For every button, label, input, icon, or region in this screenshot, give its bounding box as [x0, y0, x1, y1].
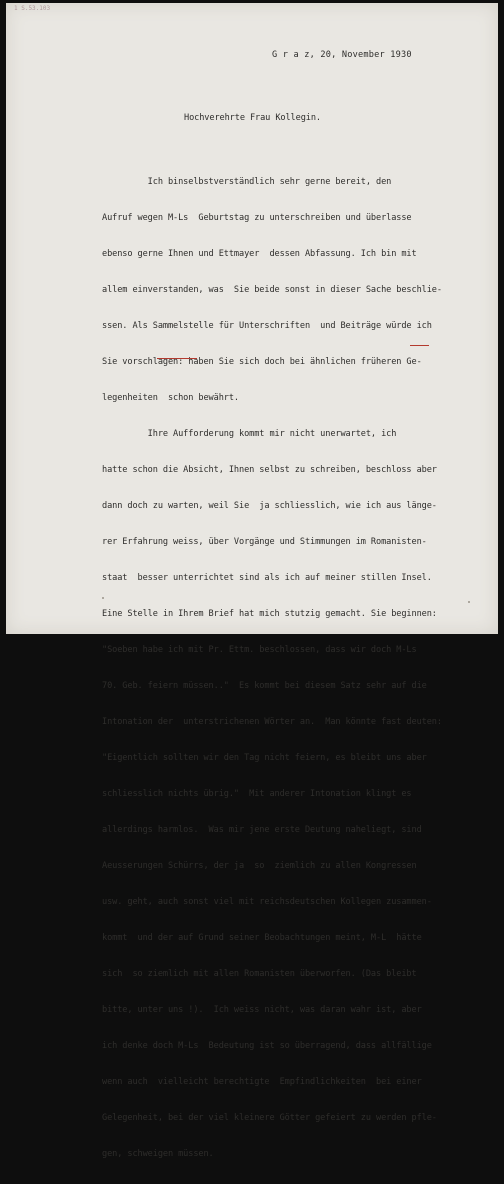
body-line: schliesslich nichts übrig." Mit anderer Intonation klingt es: [102, 789, 412, 799]
body-line: staat besser unterrichtet sind als ich auf meiner stillen Insel.: [102, 573, 432, 583]
body-line: Gelegenheit, bei der viel kleinere Götter gefeiert zu werden pfle-: [102, 1113, 437, 1123]
salutation: Hochverehrte Frau Kollegin.: [184, 113, 321, 123]
body-line: ebenso gerne Ihnen und Ettmayer dessen Abfassung. Ich bin mit: [102, 249, 417, 259]
body-line: bitte, unter uns !). Ich weiss nicht, was daran wahr ist, aber: [102, 1005, 422, 1015]
body-line: ich denke doch M-Ls Bedeutung ist so überragend, dass allfällige: [102, 1041, 432, 1051]
body-line: hatte schon die Absicht, Ihnen selbst zu schreiben, beschloss aber: [102, 465, 437, 475]
body-line: gen, schweigen müssen.: [102, 1149, 214, 1159]
body-line: Ihre Aufforderung kommt mir nicht unerwartet, ich: [102, 429, 397, 439]
body-line: 70. Geb. feiern müssen.." Es kommt bei diesem Satz sehr auf die: [102, 681, 427, 691]
paper-speck: [102, 597, 104, 599]
paper-speck: [468, 601, 470, 603]
body-line: dann doch zu warten, weil Sie ja schliesslich, wie ich aus länge-: [102, 501, 437, 511]
body-line: ssen. Als Sammelstelle für Unterschriften und Beiträge würde ich: [102, 321, 432, 331]
body-line: "Soeben habe ich mit Pr. Ettm. beschlossen, dass wir doch M-Ls: [102, 645, 417, 655]
letter-page: [6, 3, 498, 1159]
body-line: legenheiten schon bewährt.: [102, 393, 239, 403]
letter-body: [102, 152, 442, 1184]
red-underline-muessen: [157, 358, 197, 359]
dateline: G r a z, 20, November 1930: [272, 50, 412, 60]
body-line: wenn auch vielleicht berechtigte Empfindlichkeiten bei einer: [102, 1077, 422, 1087]
body-line: rer Erfahrung weiss, über Vorgänge und Stimmungen im Romanisten-: [102, 537, 427, 547]
body-line: Ich binselbstverständlich sehr gerne bereit, den: [102, 177, 392, 187]
body-line: sich so ziemlich mit allen Romanisten überworfen. (Das bleibt: [102, 969, 417, 979]
body-line: allerdings harmlos. Was mir jene erste Deutung naheliegt, sind: [102, 825, 422, 835]
red-underline-doch: [410, 345, 429, 346]
body-line: Eine Stelle in Ihrem Brief hat mich stutzig gemacht. Sie beginnen:: [102, 609, 437, 619]
archive-reference: 1 S.53.103: [14, 5, 51, 12]
body-line: kommt und der auf Grund seiner Beobachtungen meint, M-L hätte: [102, 933, 422, 943]
body-line: Aufruf wegen M-Ls Geburtstag zu unterschreiben und überlasse: [102, 213, 412, 223]
body-line: "Eigentlich sollten wir den Tag nicht feiern, es bleibt uns aber: [102, 753, 427, 763]
body-line: allem einverstanden, was Sie beide sonst in dieser Sache beschlie-: [102, 285, 442, 295]
body-line: Intonation der unterstrichenen Wörter an. Man könnte fast deuten:: [102, 717, 442, 727]
body-line: usw. geht, auch sonst viel mit reichsdeutschen Kollegen zusammen-: [102, 897, 432, 907]
body-line: Aeusserungen Schürrs, der ja so ziemlich zu allen Kongressen: [102, 861, 417, 871]
body-line: Sie vorschlagen: haben Sie sich doch bei ähnlichen früheren Ge-: [102, 357, 422, 367]
